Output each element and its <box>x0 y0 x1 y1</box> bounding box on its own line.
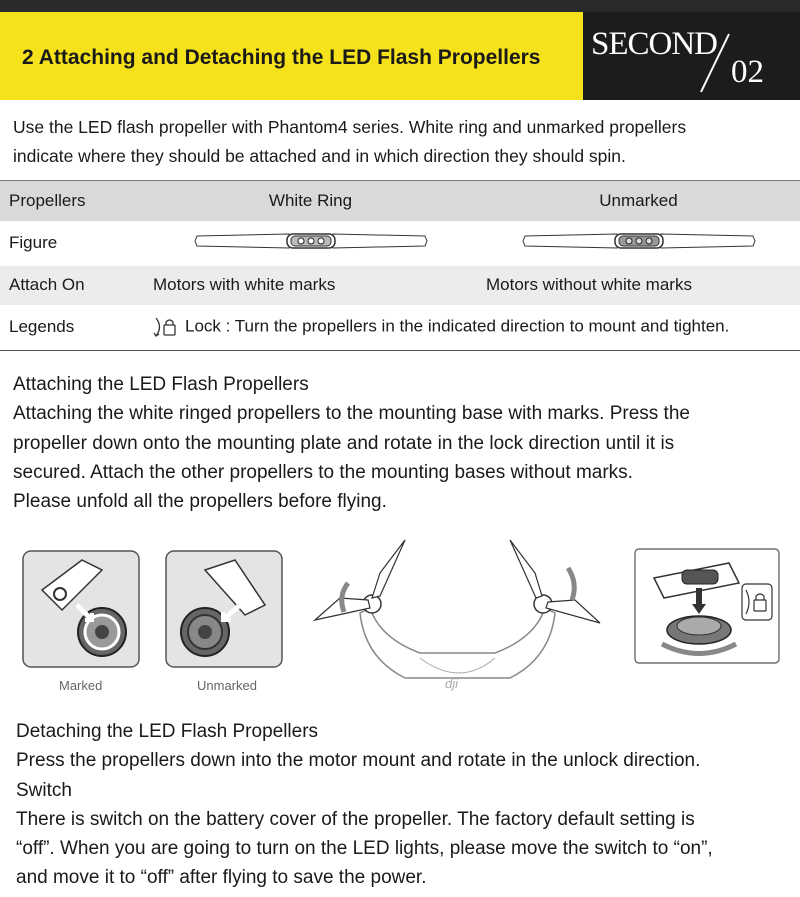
legend-text: Lock : Turn the propellers in the indicated direction to mount and tighten. <box>185 316 730 336</box>
top-bar <box>0 0 800 12</box>
attaching-line: propeller down onto the mounting plate and rotate in the lock direction until it is <box>13 432 675 454</box>
switch-line: and move it to “off” after flying to save the power. <box>16 867 427 889</box>
lock-detail-illustration <box>634 548 780 664</box>
table-row-attach <box>0 266 800 305</box>
propeller-icon <box>519 229 759 253</box>
detaching-section <box>16 717 796 893</box>
attaching-line: secured. Attach the other propellers to the mounting bases without marks. <box>13 461 633 483</box>
white-ring-propeller-figure <box>144 221 477 266</box>
detaching-line: Press the propellers down into the motor mount and rotate in the unlock direction. <box>16 750 701 772</box>
intro-line: indicate where they should be attached and in which direction they should spin. <box>13 146 626 166</box>
legends-label: Legends <box>0 305 144 351</box>
propeller-icon <box>191 229 431 253</box>
illustration-row <box>0 538 800 708</box>
intro-text <box>13 113 793 171</box>
header-white-ring: White Ring <box>144 181 477 221</box>
switch-line: “off”. When you are going to turn on the LED lights, please move the switch to “on”, <box>16 838 713 860</box>
section-word: SECOND <box>591 26 718 62</box>
attach-unmarked: Motors without white marks <box>477 266 800 305</box>
attach-label: Attach On <box>0 266 144 305</box>
unmarked-propeller-figure <box>477 221 800 266</box>
detaching-heading: Detaching the LED Flash Propellers <box>16 721 319 742</box>
drone-logo: dji <box>445 676 459 691</box>
section-badge <box>583 12 800 100</box>
figure-label: Figure <box>0 221 144 266</box>
attach-white-ring: Motors with white marks <box>144 266 477 305</box>
section-number: 02 <box>731 54 764 90</box>
attaching-line: Please unfold all the propellers before flying. <box>13 491 387 513</box>
caption-unmarked: Unmarked <box>197 678 257 693</box>
section-header <box>0 12 800 100</box>
attaching-line: Attaching the white ringed propellers to the mounting base with marks. Press the <box>13 403 690 425</box>
switch-line: There is switch on the battery cover of the propeller. The factory default setting is <box>16 808 695 830</box>
attaching-section <box>13 370 793 516</box>
table-header-row <box>0 181 800 221</box>
propeller-table <box>0 180 800 351</box>
lock-icon <box>153 315 181 339</box>
marked-motor-illustration <box>22 550 140 668</box>
header-propellers: Propellers <box>0 181 144 221</box>
caption-marked: Marked <box>59 678 103 693</box>
switch-heading: Switch <box>16 779 72 801</box>
table-row-legends <box>0 305 800 351</box>
drone-illustration <box>310 538 605 703</box>
slash-divider <box>695 32 735 94</box>
attaching-heading: Attaching the LED Flash Propellers <box>13 374 309 395</box>
page-title: 2 Attaching and Detaching the LED Flash Propellers <box>22 46 541 69</box>
intro-line: Use the LED flash propeller with Phantom4 series. White ring and unmarked propellers <box>13 117 687 137</box>
unmarked-motor-illustration <box>165 550 283 668</box>
header-banner <box>0 12 583 100</box>
table-row-figure <box>0 221 800 266</box>
header-unmarked: Unmarked <box>477 181 800 221</box>
legend-description <box>144 305 800 351</box>
